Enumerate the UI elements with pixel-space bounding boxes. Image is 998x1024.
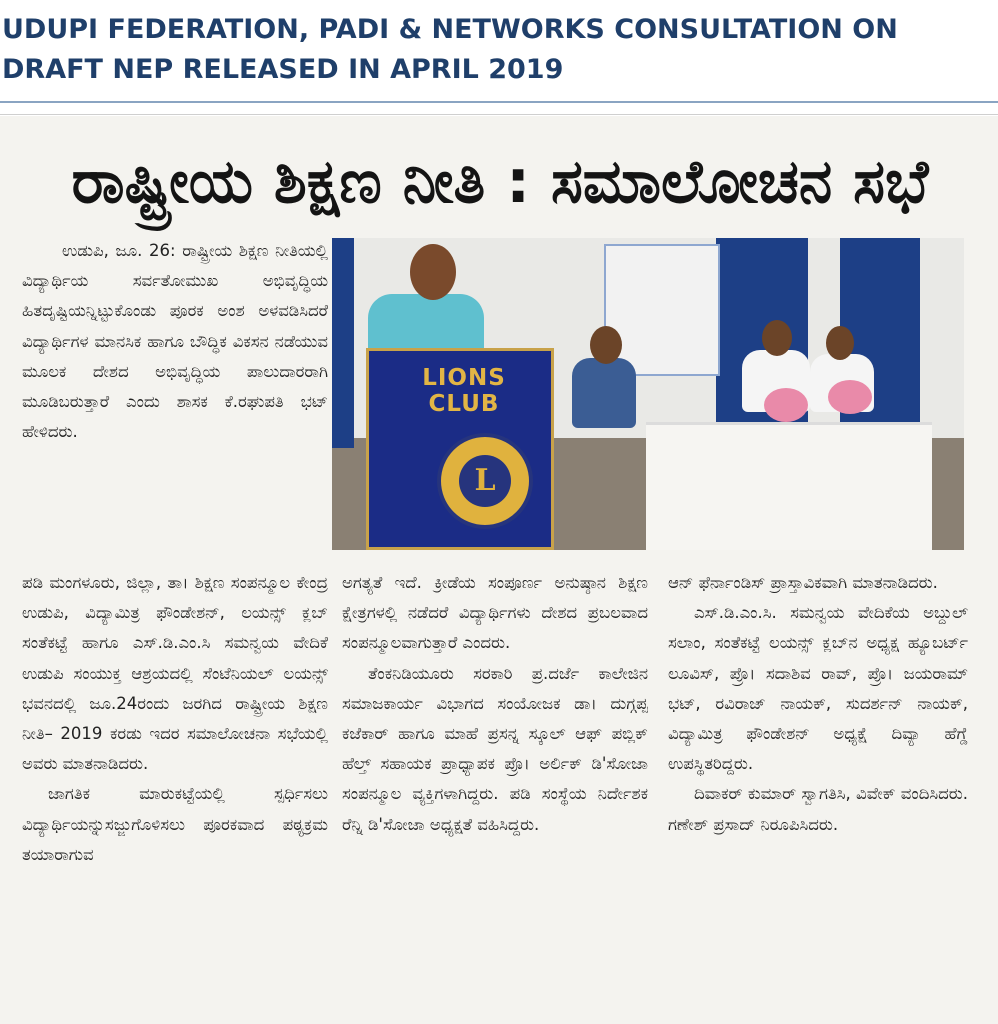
seated-person-2-head (762, 320, 792, 356)
dais-table (646, 422, 932, 550)
photo-banner (604, 244, 720, 376)
article-paragraph: ಎಸ್.ಡಿ.ಎಂ.ಸಿ. ಸಮನ್ವಯ ವೇದಿಕೆಯ ಅಬ್ದುಲ್ ಸಲಾಂ, ಸಂತೆಕಟ್ಟೆ ಲಯನ್ಸ್ ಕ್ಲಬ್‌ನ ಅಧ್ಯಕ್ಷ ಹ್ಯೂಬರ್ಟ್ ಲೂವಿಸ್, ಪ್ರೊ। ಸದಾಶಿವ ರಾವ್, ಪ್ರೊ। ಜಯರಾಮ್ ಭಟ್, ರವಿರಾಜ್ ನಾಯಕ್, ಸುದರ್ಶನ್ ನಾಯಕ್, ವಿದ್ಯಾಮಿತ್ರ ಫೌಂಡೇಶನ್ ಅಧ್ಯಕ್ಷೆ ದಿವ್ಯಾ ಹೆಗ್ಡೆ ಉಪಸ್ಥಿತರಿದ್ದರು. (668, 603, 968, 774)
page-title: UDUPI FEDERATION, PADI & NETWORKS CONSULTATION ON DRAFT NEP RELEASED IN APRIL 2019 (2, 14, 898, 85)
article-column-1-bottom (22, 568, 328, 1018)
seated-person-3-head (826, 326, 854, 360)
article-paragraph: ಅಗತ್ಯತೆ ಇದೆ. ಕ್ರೀಡೆಯ ಸಂಪೂರ್ಣ ಅನುಷ್ಠಾನ ಶಿಕ್ಷಣ ಕ್ಷೇತ್ರಗಳಲ್ಲಿ ನಡೆದರೆ ವಿದ್ಯಾರ್ಥಿಗಳು ದೇಶದ ಪ್ರಬಲವಾದ ಸಂಪನ್ಮೂಲವಾಗುತ್ತಾರೆ ಎಂದರು. (342, 573, 648, 653)
article-paragraph: ದಿವಾಕರ್ ಕುಮಾರ್ ಸ್ವಾಗತಿಸಿ, ವಿವೇಕ್ ವಂದಿಸಿದರು. ಗಣೇಶ್ ಪ್ರಸಾದ್ ನಿರೂಪಿಸಿದರು. (668, 784, 968, 834)
clipping-top-edge (0, 114, 998, 115)
article-paragraph: ಆನ್ ಫೆರ್ನಾಂಡಿಸ್ ಪ್ರಾಸ್ತಾವಿಕವಾಗಿ ಮಾತನಾಡಿದರು. (668, 573, 938, 592)
seated-person-1-body (572, 358, 636, 428)
article-paragraph: ಉಡುಪಿ, ಜೂ. 26: ರಾಷ್ಟ್ರೀಯ ಶಿಕ್ಷಣ ನೀತಿಯಲ್ಲಿ ವಿದ್ಯಾರ್ಥಿಯ ಸರ್ವತೋಮುಖ ಅಭಿವೃದ್ಧಿಯ ಹಿತದೃಷ್ಟಿಯನ್ನಿಟ್ಟುಕೊಂಡು ಪೂರಕ ಅಂಶ ಅಳವಡಿಸಿದರೆ ವಿದ್ಯಾರ್ಥಿಗಳ ಮಾನಸಿಕ ಹಾಗೂ ಬೌದ್ಧಿಕ ವಿಕಸನ ನಡೆಯುವ ಮೂಲಕ ದೇಶದ ಅಭಿವೃದ್ಧಿಯ ಪಾಲುದಾರರಾಗಿ ಮೂಡಿಬರುತ್ತಾರೆ ಎಂದು ಶಾಸಕ ಕೆ.ರಘುಪತಿ ಭಟ್ ಹೇಳಿದರು. (22, 241, 328, 442)
article-headline: ರಾಷ್ಟ್ರೀಯ ಶಿಕ್ಷಣ ನೀತಿ : ಸಮಾಲೋಚನ ಸಭೆ (71, 147, 929, 217)
page-header (0, 0, 998, 104)
article-column-3 (668, 568, 968, 1018)
article-column-1-top (22, 236, 328, 566)
article-column-2 (342, 568, 648, 1018)
seated-person-1-head (590, 326, 622, 364)
photo-curtain-left (332, 238, 354, 448)
lions-club-podium (366, 348, 554, 550)
speaker-head (410, 244, 456, 300)
article-paragraph: ತೆಂಕನಿಡಿಯೂರು ಸರಕಾರಿ ಪ್ರ.ದರ್ಜೆ ಕಾಲೇಜಿನ ಸಮಾಜಕಾರ್ಯ ವಿಭಾಗದ ಸಂಯೋಜಕ ಡಾ। ದುಗ್ಗಪ್ಪ ಕಜೆಕಾರ್ ಹಾಗೂ ಮಾಹೆ ಪ್ರಸನ್ನ ಸ್ಕೂಲ್ ಆಫ್ ಪಬ್ಲಿಕ್ ಹೆಲ್ತ್ ಸಹಾಯಕ ಪ್ರಾಧ್ಯಾಪಕ ಪ್ರೊ। ಅರ್ಲಿಕ್ ಡಿ'ಸೋಜಾ ಸಂಪನ್ಮೂಲ ವ್ಯಕ್ತಿಗಳಾಗಿದ್ದರು. ಪಡಿ ಸಂಸ್ಥೆಯ ನಿರ್ದೇಶಕ ರೆನ್ನಿ ಡಿ'ಸೋಜಾ ಅಧ್ಯಕ್ಷತೆ ವಹಿಸಿದ್ದರು. (342, 663, 648, 834)
flower-bouquet-1 (764, 388, 808, 422)
emblem-letter: L (459, 455, 511, 507)
header-divider (0, 101, 998, 103)
article-paragraph: ಜಾಗತಿಕ ಮಾರುಕಟ್ಟೆಯಲ್ಲಿ ಸ್ಪರ್ಧಿಸಲು ವಿದ್ಯಾರ್ಥಿಯನ್ನುಸಜ್ಜುಗೊಳಿಸಲು ಪೂರಕವಾದ ಪಠ್ಯಕ್ರಮ ತಯಾರಾಗುವ (22, 784, 328, 864)
flower-bouquet-2 (828, 380, 872, 414)
article-paragraph: ಪಡಿ ಮಂಗಳೂರು, ಜಿಲ್ಲಾ, ತಾ। ಶಿಕ್ಷಣ ಸಂಪನ್ಮೂಲ ಕೇಂದ್ರ ಉಡುಪಿ, ವಿದ್ಯಾಮಿತ್ರ ಫೌಂಡೇಶನ್, ಲಯನ್ಸ್ ಕ್ಲಬ್ ಸಂತೆಕಟ್ಟೆ ಹಾಗೂ ಎಸ್.ಡಿ.ಎಂ.ಸಿ ಸಮನ್ವಯ ವೇದಿಕೆ ಉಡುಪಿ ಸಂಯುಕ್ತ ಆಶ್ರಯದಲ್ಲಿ ಸೆಂಟೆನಿಯಲ್ ಲಯನ್ಸ್ ಭವನದಲ್ಲಿ ಜೂ.24ರಂದು ಜರಗಿದ ರಾಷ್ಟ್ರೀಯ ಶಿಕ್ಷಣ ನೀತಿ– 2019 ಕರಡು ಇದರ ಸಮಾಲೋಚನಾ ಸಭೆಯಲ್ಲಿ ಅವರು ಮಾತನಾಡಿದರು. (22, 573, 328, 774)
podium-text: LIONS CLUB (422, 365, 506, 417)
event-photo (332, 238, 964, 550)
lions-emblem-icon (437, 433, 533, 529)
speaker-figure (368, 294, 484, 354)
